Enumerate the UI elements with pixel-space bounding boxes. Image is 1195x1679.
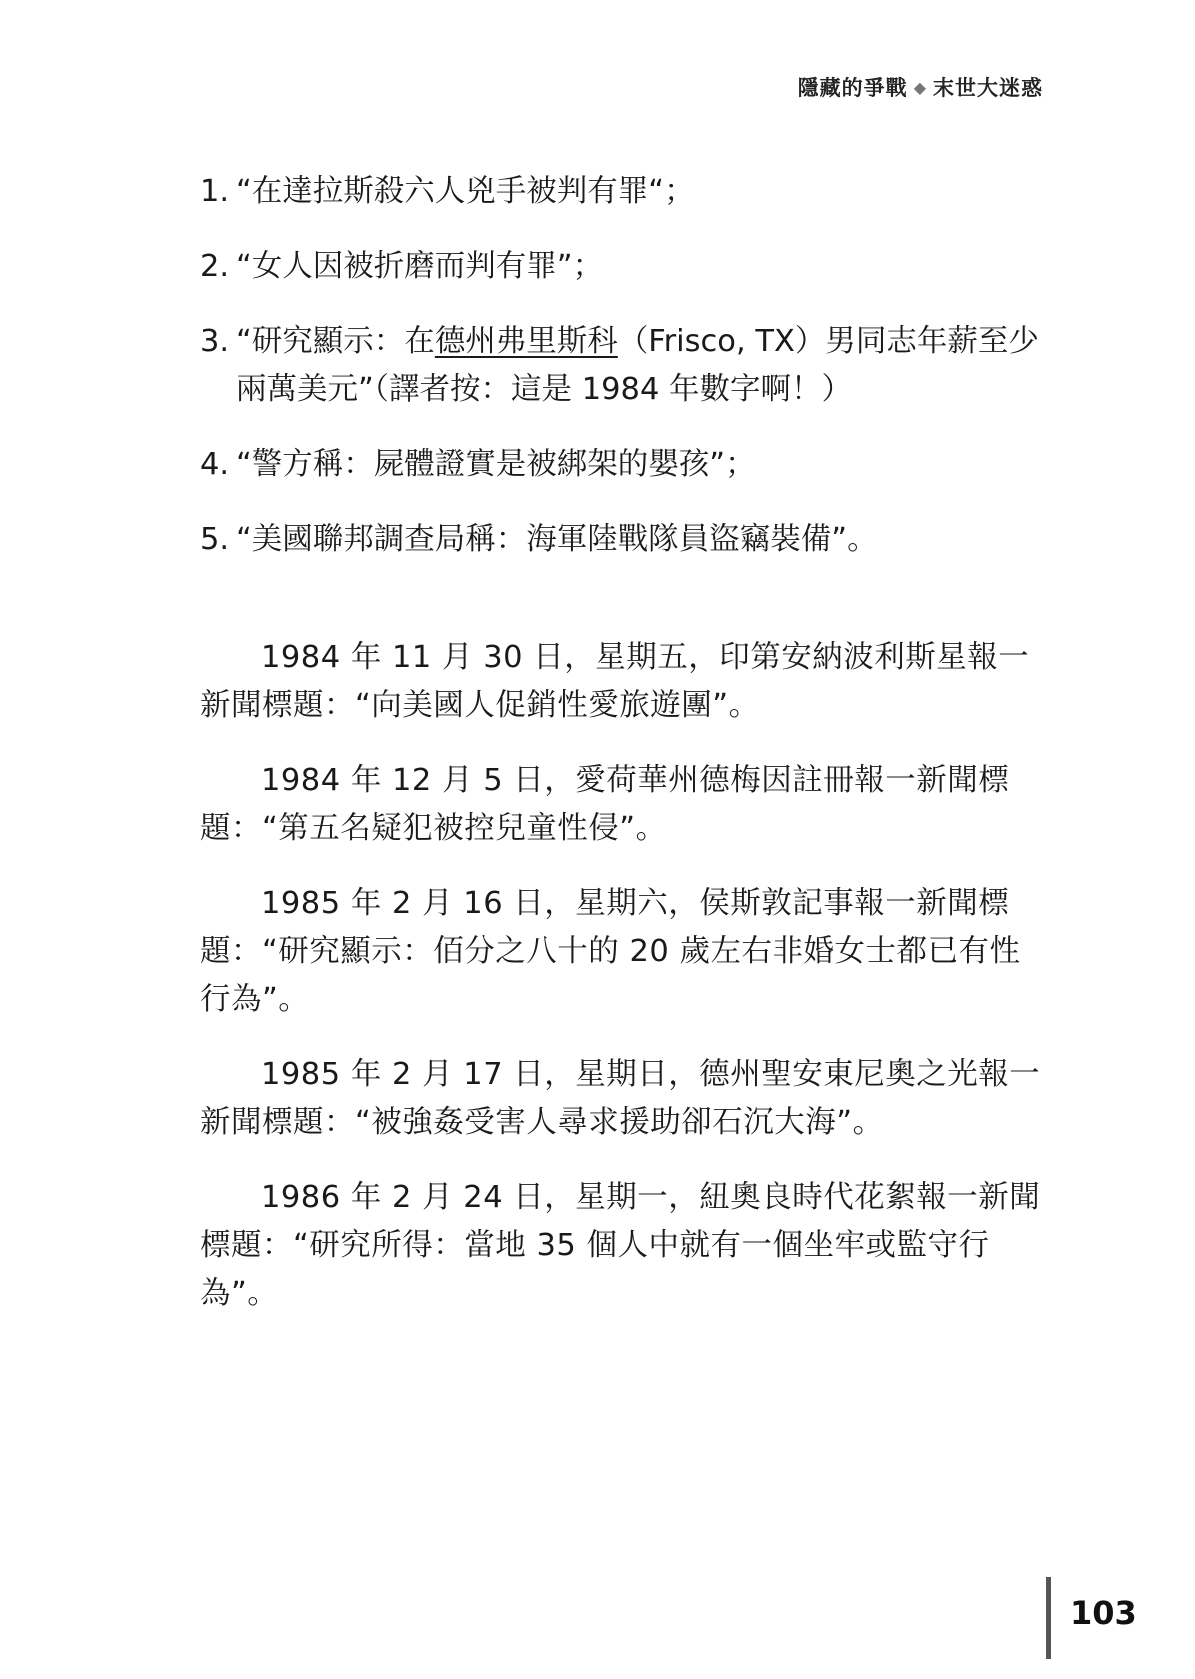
page-body — [200, 168, 1045, 1345]
list-number: 4. — [200, 447, 230, 482]
underlined-place-name: 德州弗里斯科 — [434, 324, 618, 359]
list-number: 2. — [200, 249, 230, 284]
running-header — [798, 72, 1043, 102]
paragraph: 1986 年 2 月 24 日，星期一，紐奧良時代花絮報一新聞標題：“研究所得：當地 35 個人中就有一個坐牢或監守行為”。 — [200, 1180, 1041, 1311]
chapter-title: 末世大迷惑 — [933, 76, 1043, 100]
diamond-separator-icon: ◆ — [913, 78, 927, 97]
list-text: “美國聯邦調查局稱：海軍陸戰隊員盜竊裝備”。 — [236, 522, 878, 557]
list-text-after: （Frisco, TX）男同志年薪至少兩萬美元”（譯者按：這是 1984 年數字啊！） — [236, 324, 1039, 407]
paragraph: 1985 年 2 月 16 日，星期六，侯斯敦記事報一新聞標題：“研究顯示：佰分之八十的 20 歲左右非婚女士都已有性行為”。 — [200, 886, 1021, 1017]
book-title: 隱藏的爭戰 — [797, 76, 908, 100]
folio-bar — [1046, 1577, 1051, 1659]
list-number: 1. — [200, 174, 230, 209]
list-text-before: “研究顯示：在 — [236, 324, 435, 359]
list-number: 5. — [200, 522, 230, 557]
list-item — [200, 168, 1045, 216]
list-text: “警方稱：屍體證實是被綁架的嬰孩”； — [236, 447, 756, 482]
page-number: 103 — [1070, 1594, 1137, 1632]
paragraph: 1984 年 12 月 5 日，愛荷華州德梅因註冊報一新聞標題：“第五名疑犯被控兒童性侵”。 — [200, 763, 1010, 846]
list-item — [200, 318, 1045, 414]
paragraph: 1984 年 11 月 30 日，星期五，印第安納波利斯星報一新聞標題：“向美國人促銷性愛旅遊團”。 — [200, 640, 1030, 723]
list-text: “女人因被折磨而判有罪”； — [236, 249, 604, 284]
list-item — [200, 516, 1045, 564]
list-number: 3. — [200, 324, 230, 359]
list-item — [200, 243, 1045, 291]
paragraph: 1985 年 2 月 17 日，星期日，德州聖安東尼奧之光報一新聞標題：“被強姦受害人尋求援助卻石沉大海”。 — [200, 1057, 1041, 1140]
list-text: “在達拉斯殺六人兇手被判有罪“； — [236, 174, 695, 209]
list-item — [200, 441, 1045, 489]
